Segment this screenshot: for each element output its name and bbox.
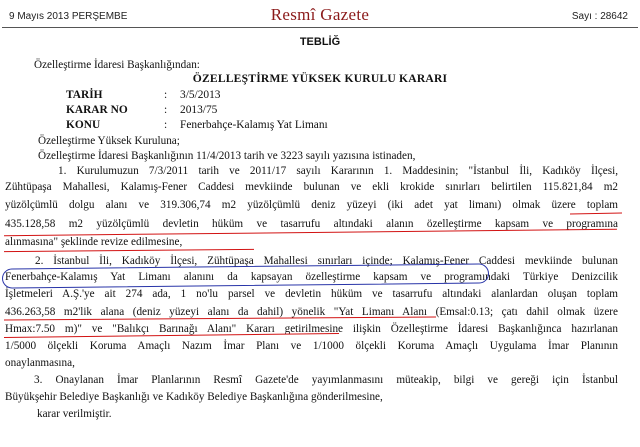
issue-number: Sayı : 28642: [571, 11, 628, 22]
meta-sep-decision-no: :: [164, 104, 168, 116]
body-line: 1. Kurulumuzun 7/3/2011 tarih ve 2011/17 sayılı Kararının 1. Maddesinin; "İstanbul İli, Kadıköy İlçesi,: [58, 165, 618, 177]
body-line: 435.128,58 m2 yüzölçümlü devletin hüküm ve tasarrufu altındaki alanın özelleştirme kapsam ve programına: [5, 218, 618, 230]
body-line: İşletmeleri A.Ş.'ye ait 274 ada, 1 no'lu parsel ve devletin hüküm ve tasarrufu altındaki alanlardan oluşan toplam: [5, 288, 618, 300]
meta-label-subject: KONU: [66, 119, 101, 131]
body-line: 1/5000 ölçekli Koruma Amaçlı Nazım İmar Planı ve 1/1000 ölçekli Koruma Amaçlı Uygulama İmar Planının: [5, 340, 618, 352]
issuing-authority: Özelleştirme İdaresi Başkanlığından:: [34, 59, 200, 71]
body-line: karar verilmiştir.: [37, 408, 112, 420]
section-heading: TEBLİĞ: [299, 36, 341, 48]
body-line: onaylanmasına,: [5, 357, 75, 369]
header-divider: [2, 27, 638, 28]
gazette-header: [0, 0, 640, 26]
body-line: 2. İstanbul İli, Kadıköy İlçesi, Zühtüpaşa Mahallesi sınırları içinde; Kalamış-Fener Caddesi mevkiinde bulunan: [35, 255, 618, 267]
blue-circle-mark: [2, 263, 489, 288]
body-line: Özelleştirme İdaresi Başkanlığının 11/4/2013 tarih ve 3223 sayılı yazısına istinaden,: [38, 150, 416, 162]
body-line: 436.263,58 m2'lik alana (deniz yüzeyi alanı da dahil) yönelik "Yat Limanı Alanı (Emsal:0.13; çatı dahil olmak üzere: [5, 306, 618, 318]
meta-value-decision-no: 2013/75: [180, 104, 218, 116]
decision-title: ÖZELLEŞTİRME YÜKSEK KURULU KARARI: [192, 72, 448, 85]
meta-value-subject: Fenerbahçe-Kalamış Yat Limanı: [180, 119, 328, 131]
body-line: yüzölçümlü dolgu alanı ve 319.306,74 m2 yüzölçümlü deniz yüzeyi (iki adet yat limanı) olmak üzere toplam: [5, 199, 618, 211]
meta-value-date: 3/5/2013: [180, 89, 221, 101]
body-line: Büyükşehir Belediye Başkanlığı ve Kadıköy Belediye Başkanlığına gönderilmesine,: [5, 391, 383, 403]
body-line: alınmasına" şeklinde revize edilmesine,: [5, 236, 183, 248]
issue-date: 9 Mayıs 2013 PERŞEMBE: [9, 11, 128, 22]
body-line: 3. Onaylanan İmar Planlarının Resmî Gazete'de yayımlanmasını müteakip, bilgi ve gereği için İstanbul: [34, 374, 618, 386]
red-underline-mark: [570, 213, 622, 215]
body-line: Hmax:7.50 m)" ve "Balıkçı Barınağı Alanı" Kararı getirilmesine ilişkin Özelleştirme İdaresi Başkanlığınca hazırlanan: [5, 323, 618, 335]
body-line: Fenerbahçe-Kalamış Yat Limanı alanını da kapsayan özelleştirme kapsam ve programındaki Türkiye Denizcilik: [5, 271, 618, 283]
body-line: Zühtüpaşa Mahallesi, Kalamış-Fener Caddesi mevkiinde bulunan ve ekli krokide sınırları belirtilen 115.821,84 m2: [5, 181, 618, 193]
meta-sep-date: :: [164, 89, 168, 101]
red-underline-mark: [4, 249, 254, 252]
meta-label-date: TARİH: [66, 89, 103, 101]
meta-label-decision-no: KARAR NO: [66, 104, 128, 116]
masthead-title: Resmî Gazete: [270, 5, 370, 24]
addressee-line: Özelleştirme Yüksek Kuruluna;: [38, 135, 180, 147]
meta-sep-subject: :: [164, 119, 168, 131]
